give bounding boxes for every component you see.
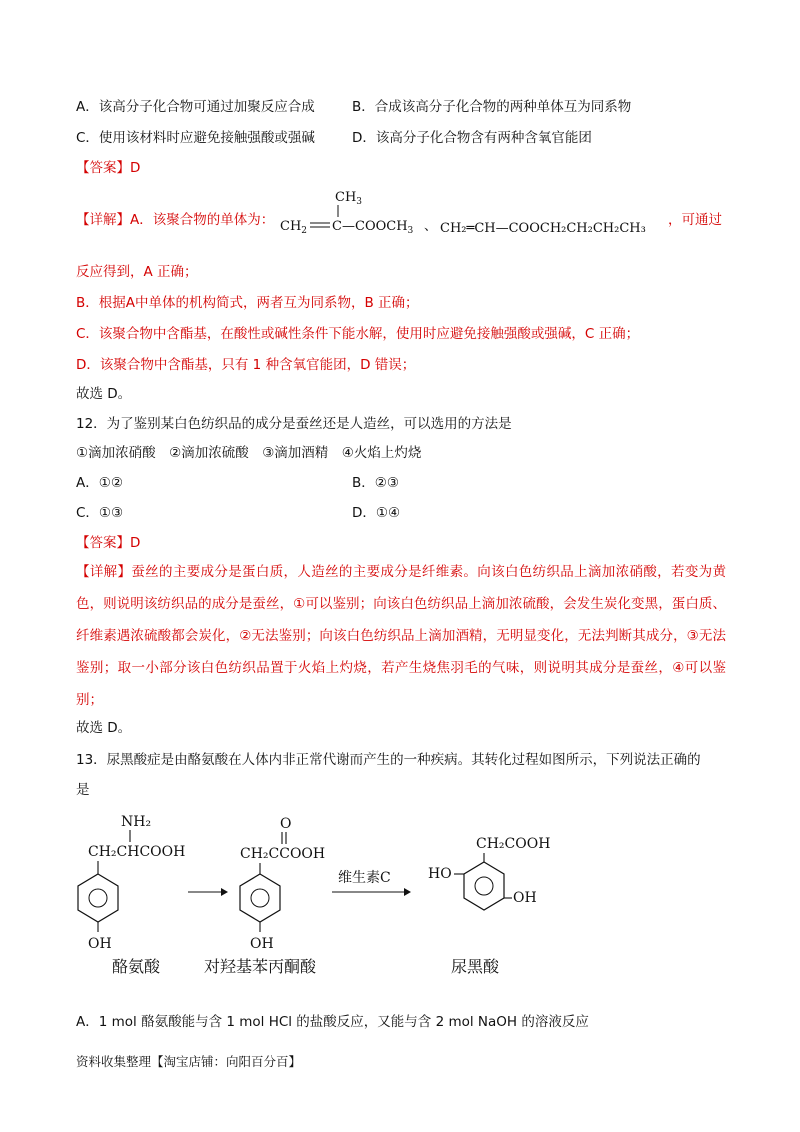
svg-text:OH: OH [513,890,537,906]
q11-option-d: D．该高分子化合物含有两种含氧官能团 [352,130,592,146]
q11-option-b: B．合成该高分子化合物的两种单体互为同系物 [352,99,632,115]
monomer1-ch2: $CH_2$ [280,219,308,236]
q13-stem-line1: 13．尿黑酸症是由酪氨酸在人体内非正常代谢而产生的一种疾病。其转化过程如图所示，下列说法正确的 [76,752,701,768]
svg-text:OH: OH [250,936,274,952]
q11-conclusion: 故选 D。 [76,386,132,402]
q13-stem-line2: 是 [76,782,90,798]
svg-text:OH: OH [88,936,112,952]
monomer1-ch3: $CH_3$ [335,190,363,207]
q11-answer: 【答案】D [76,160,141,176]
q11-detail-prefix: 【详解】A．该聚合物的单体为： [76,212,275,228]
q12-stem: 12．为了鉴别某白色纺织品的成分是蚕丝还是人造丝，可以选用的方法是 [76,416,512,432]
page-footer: 资料收集整理【淘宝店铺：向阳百分百】 [76,1054,302,1069]
monomer-separator: 、 [424,219,438,234]
svg-text:CH₂CHCOOH: CH₂CHCOOH [88,844,186,860]
q12-conclusion: 故选 D。 [76,720,132,736]
q12-option-a: A．①② [76,475,123,491]
monomer2: CH₂═CH—COOCH₂CH₂CH₂CH₃ [440,221,646,236]
svg-text:NH₂: NH₂ [121,814,152,830]
q11-line-d: D．该聚合物中含酯基，只有 1 种含氧官能团，D 错误； [76,357,416,373]
svg-text:CH₂CCOOH: CH₂CCOOH [240,846,326,862]
q12-answer: 【答案】D [76,535,141,551]
p-hydroxyphenylpyruvic-acid-structure [240,816,325,952]
q11-line-b: B．根据A中单体的机构简式，两者互为同系物，B 正确； [76,295,419,311]
q13-option-a: A．1 mol 酪氨酸能与含 1 mol HCl 的盐酸反应，又能与含 2 mol NaOH 的溶液反应 [76,1014,589,1030]
monomer1-c: C [332,219,342,234]
q12-detail: 【详解】蚕丝的主要成分是蛋白质，人造丝的主要成分是纤维素。向该白色纺织品上滴加浓硝酸，若变为黄色，则说明该纺织品的成分是蚕丝，①可以鉴别；向该白色纺织品上滴加浓硫酸，会发生炭化变黑，蛋白质、纤维素遇浓硫酸都会炭化，②无法鉴别；向该白色纺织品上滴加酒精，无明显变化，无法判断其成分，③无法鉴别；取一小部分该白色纺织品置于火焰上灼烧，若产生烧焦羽毛的气味，则说明其成分是蚕丝，④可以鉴别； [76,564,726,708]
monomer-formulas [280,184,700,240]
q11-option-c: C．使用该材料时应避免接触强酸或强碱 [76,130,315,146]
q11-line-c: C．该聚合物中含酯基，在酸性或碱性条件下能水解，使用时应避免接触强酸或强碱，C 正确； [76,326,640,342]
q11-option-a: A．该高分子化合物可通过加聚反应合成 [76,99,315,115]
tyrosine-structure [78,814,185,952]
q11-detail-cont: 反应得到，A 正确； [76,264,198,280]
q12-option-c: C．①③ [76,505,124,521]
q12-methods: ①滴加浓硝酸 ②滴加浓硫酸 ③滴加酒精 ④火焰上灼烧 [76,445,422,461]
monomer1-tail: $—COOCH_3$ [342,219,414,236]
svg-text:O: O [280,816,292,832]
name-p-hydroxyphenylpyruvic-acid: 对羟基苯丙酮酸 [204,957,317,976]
name-homogentisic-acid: 尿黑酸 [451,957,500,976]
q11-detail-suffix: ，可通过 [668,212,722,228]
reaction-scheme [76,806,556,986]
svg-text:HO: HO [428,866,452,882]
svg-text:CH₂COOH: CH₂COOH [476,836,551,852]
reagent-vitamin-c: 维生素C [338,870,391,886]
q12-option-b: B．②③ [352,475,399,491]
homogentisic-acid-structure [428,836,550,910]
name-tyrosine: 酪氨酸 [112,957,161,976]
q12-option-d: D．①④ [352,505,401,521]
